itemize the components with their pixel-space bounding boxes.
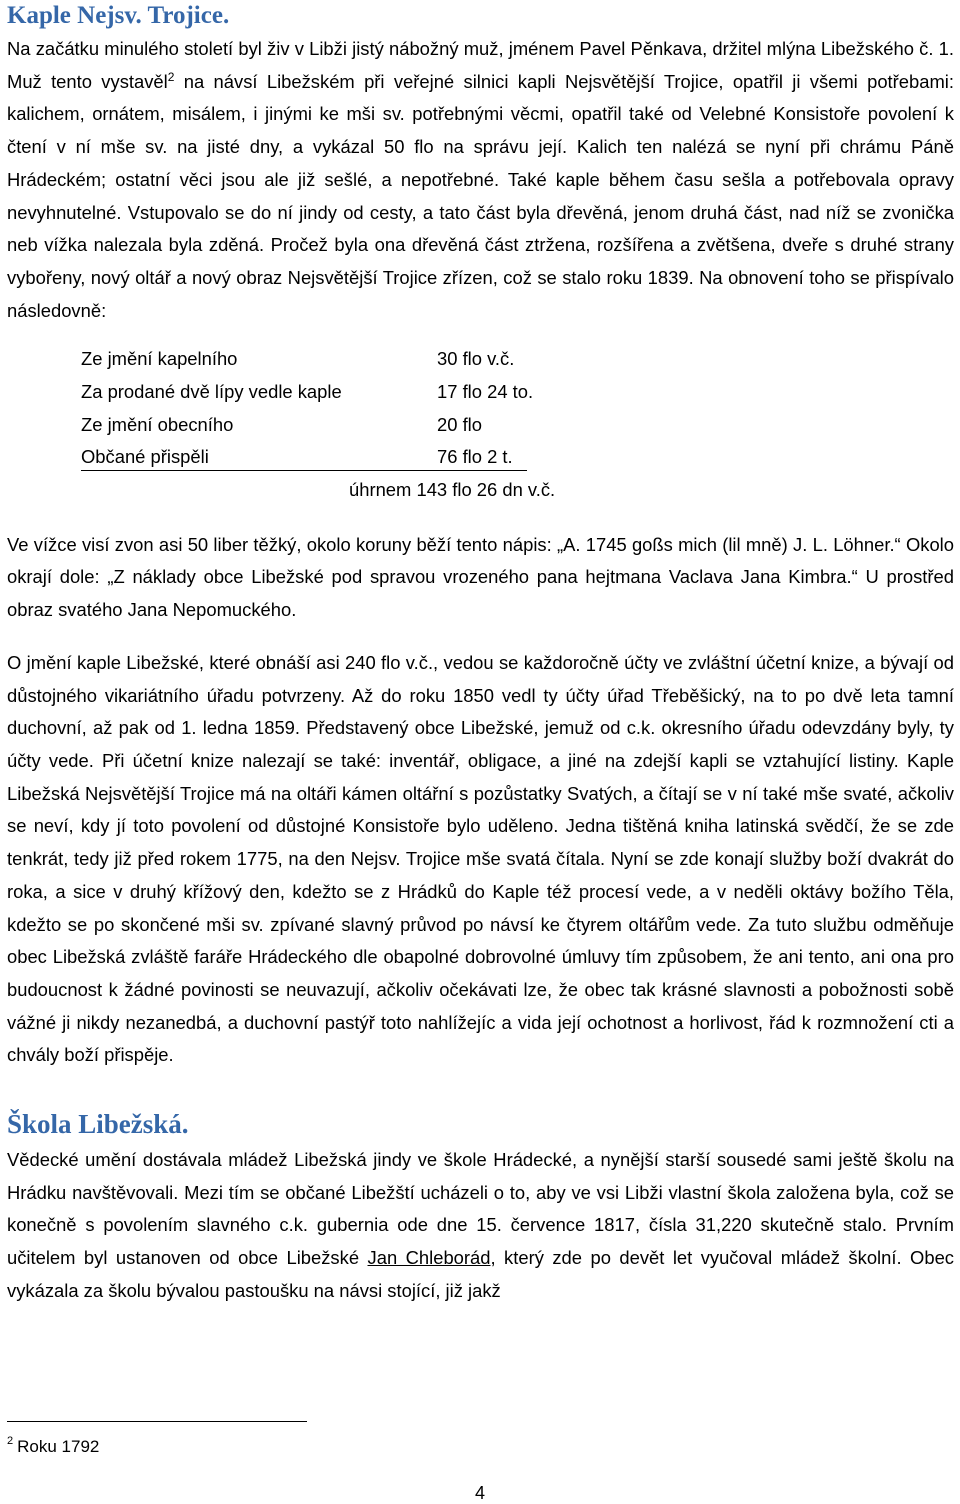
ledger-row: [81, 343, 601, 376]
chapel-p1-text-a: Na začátku minulého století byl živ v Libži jistý nábožný muž, jménem Pavel Pěnkava, držitel mlýna Libežského č. 1. Muž tento vystavěl: [7, 38, 954, 92]
ledger-amount: 30 flo v.č.: [437, 348, 515, 370]
spacer: [7, 627, 954, 647]
chapel-heading: Kaple Nejsv. Trojice.: [7, 2, 230, 29]
chapel-paragraph-1: [7, 33, 954, 327]
ledger-label: Ze jmění kapelního: [81, 348, 238, 370]
teacher-name-link[interactable]: Jan Chleborád: [367, 1247, 491, 1269]
ledger-amount: 76 flo 2 t.: [437, 446, 513, 468]
chapel-p1-text-b: na návsí Libežském při veřejné silnici kapli Nejsvětější Trojice, opatřil ji všemi potřebami: kalichem, ornátem, misálem, i jinými ke mši sv. potřebnými věcmi, opatřil také od Velebné Konsistoře povolení k čtení v ní mše sv. na jisté dny, a vykázal 50 flo na správu její. Kalich ten nalézá se nyní při chrámu Páně Hrádeckém; ostatní věci jsou ale již sešlé, a nepotřebné. Také kaple během času sešla a potřebovala opravy nevyhnutelné. Vstupovalo se do ní jindy od cesty, a tato část byla dřevěná, jenom druhá část, nad níž se zvonička neb vížka nalezala byla zděná. Pročež byla ona dřevěná část ztržena, rozšířena a zvětšena, dveře s druhé strany vybořeny, nový oltář a nový obraz Nejsvětější Trojice zřízen, což se stalo roku 1839. Na obnovení toho se přispívalo následovně:: [7, 70, 954, 321]
footnote-text: Roku 1792: [17, 1437, 100, 1456]
ledger-total: úhrnem 143 flo 26 dn v.č.: [349, 479, 556, 501]
school-heading: Škola Libežská.: [7, 1109, 189, 1140]
page-number: 4: [474, 1483, 485, 1503]
school-paragraph-1: [7, 1144, 954, 1308]
chapel-paragraph-property: O jmění kaple Libežské, které obnáší asi 240 flo v.č., vedou se každoročně účty ve zvláštní účetní knize, a bývají od důstojného vikariátního úřadu potvrzeny. Až do roku 1850 vedl ty účty úřad Třeběšický, na to po dvě leta tamní duchovní, až pak od 1. ledna 1859. Představený obce Libežské, jemuž od c.k. okresního úřadu odevzdány byly, ty účty vede. Při účetní knize nalezají se také: inventář, obligace, a jiné na zdejší kapli se vztahující listiny. Kaple Libežská Nejsvětější Trojice má na oltáři kámen oltářní s pozůstatky Svatých, a čítají se v ní také mše svaté, ačkoliv se neví, kdy jí toto povolení od důstojné Konsistoře bylo uděleno. Jedna tištěná kniha latinská svědčí, že se zde tenkrát, tedy již před rokem 1775, na den Nejsv. Trojice mše svatá čítala. Nyní se zde konají služby boží dvakrát do roka, a sice v druhý křížový den, kdežto se z Hrádků do Kaple též procesí vede, a v neděli oktávy božího Těla, kdežto se po skončené mši sv. zpívané slavný průvod po návsí ke čtyrem oltářům vede. Za tuto službu odměňuje obec Libežská zvláště faráře Hrádeckého dle obapolné dobrovolné úmluvy tím způsobem, že ani tento, ani ona pro budoucnost k žádné povinosti se neuvazují, ačkoliv očekávati lze, že obec tak krásné slavnosti a pobožnosti sobě vážné ji nikdy nezanedbá, a duchovní pastýř toto nahlížejíc a vida její ochotnost a horlivost, řád k rozmnožení cti a chvály boží přispěje.: [7, 651, 954, 1066]
spacer: [7, 507, 954, 529]
ledger-label: Ze jmění obecního: [81, 413, 234, 435]
ledger-amount: 20 flo: [437, 413, 482, 435]
ledger-row: [81, 376, 601, 409]
ledger-label: Občané přispěli: [81, 446, 209, 468]
spacer: [7, 1072, 954, 1108]
footnote-reference[interactable]: 2: [167, 69, 175, 84]
ledger-row-underlined: [81, 441, 601, 474]
chapel-paragraph-bell: Ve vížce visí zvon asi 50 liber těžký, okolo koruny běží tento nápis: „A. 1745 goßs mich (lil mně) J. L. Löhner.“ Okolo okrají dole: „Z náklady obce Libežské pod spravou vrozeného pana hejtmana Vaclava Jana Kimbra.“ U prostřed obraz svatého Jana Nepomuckého.: [7, 533, 954, 621]
contribution-ledger: [81, 343, 601, 506]
footnote-divider: [7, 1421, 307, 1422]
school-p1-text-a: Vědecké umění dostávala mládež Libežská jindy ve škole Hrádecké, a nynější starší sousedé sami ještě školu na Hrádku navštěvovali. Mezi tím se občané Libežští ucházeli o to, aby ve vsi Libži vlastní škola založena byla, což se konečně s povolením slavného c.k. gubernia ode dne 15. července 1817, čísla 31,220 skutečně stalo. Prvním učitelem byl ustanoven od obce Libežské: [7, 1149, 954, 1269]
ledger-label: Za prodané dvě lípy vedle kaple: [81, 381, 342, 403]
ledger-amount: 17 flo 24 to.: [437, 381, 534, 403]
footnote-mark: 2: [7, 1435, 14, 1447]
ledger-row: [81, 409, 601, 442]
school-p1-text-b: , který zde po devět let vyučoval mládež školní. Obec vykázala za školu bývalou pastoušku na návsi stojící, již jakž: [7, 1247, 954, 1301]
footnote: [7, 1436, 99, 1458]
